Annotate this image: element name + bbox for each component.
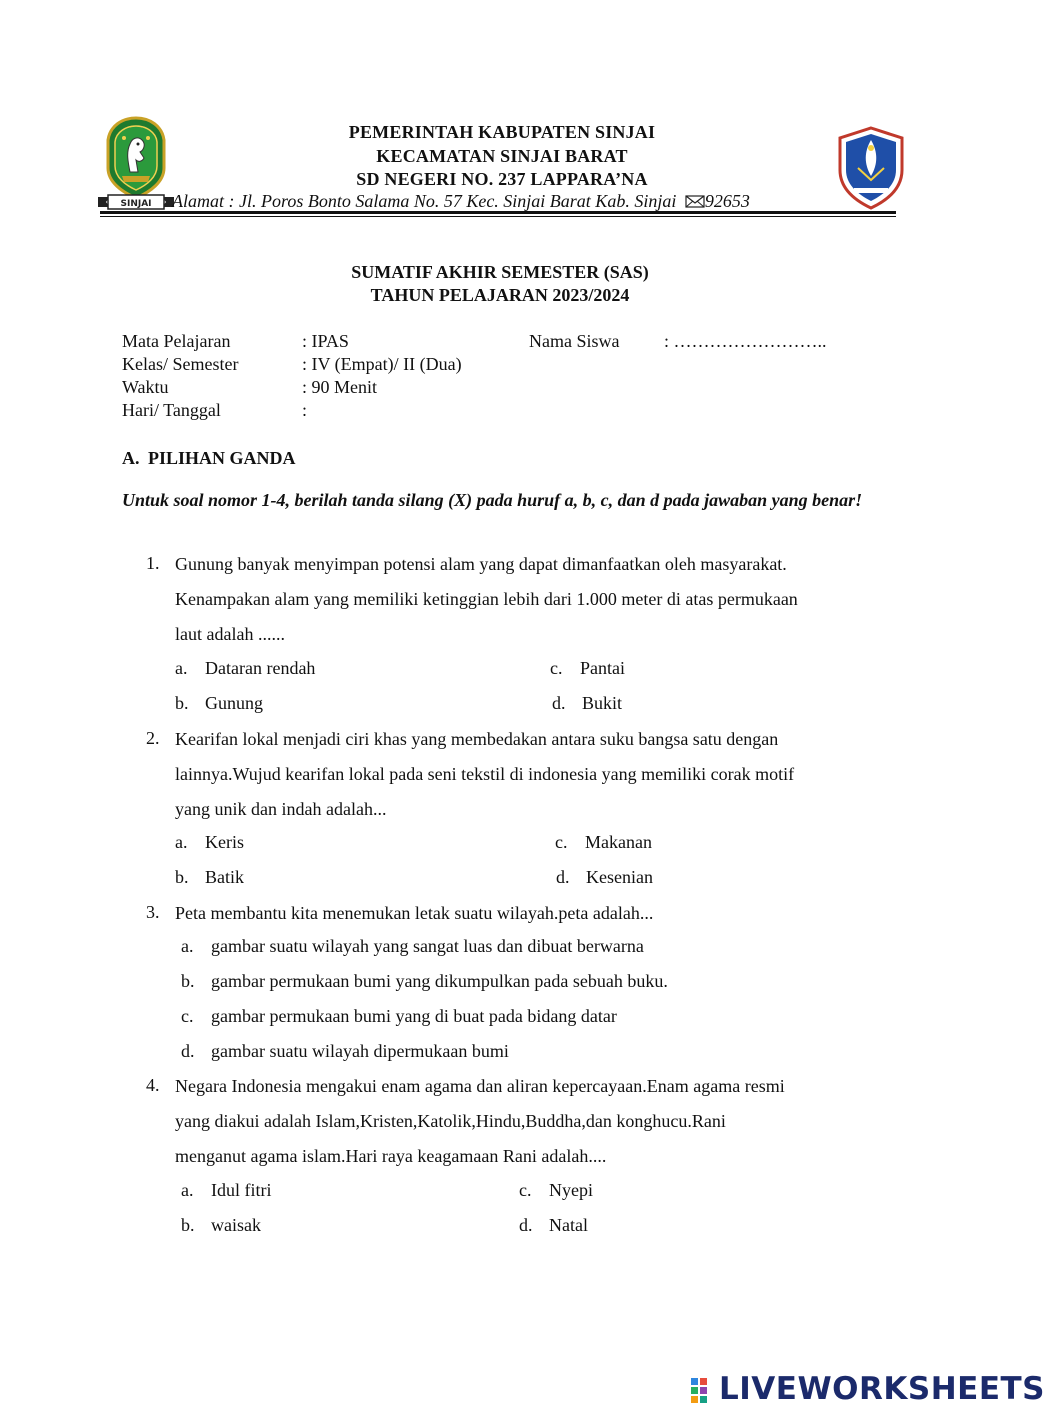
answer-option[interactable]: d. Bukit (552, 693, 623, 713)
answer-option[interactable]: d. gambar suatu wilayah dipermukaan bumi (181, 1041, 509, 1061)
answer-option[interactable]: b. Batik (175, 867, 244, 887)
instruction-text: Untuk soal nomor 1-4, berilah tanda silang (X) pada huruf a, b, c, dan d pada jawaban yang benar! (122, 490, 863, 510)
answer-option[interactable]: c. Nyepi (519, 1180, 593, 1200)
question-line: menganut agama islam.Hari raya keagamaan Rani adalah.... (175, 1146, 607, 1166)
question-text (175, 547, 880, 652)
time-label: Waktu (122, 377, 169, 397)
class-value: : IV (Empat)/ II (Dua) (302, 354, 462, 374)
letterhead-district: KECAMATAN SINJAI BARAT (376, 146, 628, 166)
letterhead-address (172, 191, 750, 212)
question-number: 4. (146, 1075, 160, 1095)
question-number: 3. (146, 902, 160, 922)
question-text (175, 896, 880, 931)
question-number: 2. (146, 728, 160, 748)
question-line: Negara Indonesia mengakui enam agama dan aliran kepercayaan.Enam agama resmi (175, 1076, 785, 1096)
answer-option[interactable]: a. gambar suatu wilayah yang sangat luas dan dibuat berwarna (181, 936, 644, 956)
class-label: Kelas/ Semester (122, 354, 239, 374)
section-number: A. (122, 448, 140, 468)
question-line: yang unik dan indah adalah... (175, 799, 387, 819)
academic-year: TAHUN PELAJARAN 2023/2024 (370, 285, 630, 305)
letterhead-rule-thin (100, 216, 896, 217)
letterhead-school: SD NEGERI NO. 237 LAPPARA’NA (356, 169, 648, 189)
answer-option[interactable]: a. Dataran rendah (175, 658, 316, 678)
ribbon-text: SINJAI (120, 199, 152, 209)
date-value[interactable]: : (302, 400, 308, 420)
letterhead-government: PEMERINTAH KABUPATEN SINJAI (348, 122, 656, 142)
answer-option[interactable]: b. gambar permukaan bumi yang dikumpulkan pada sebuah buku. (181, 971, 668, 991)
question-line: Peta membantu kita menemukan letak suatu wilayah.peta adalah... (175, 903, 654, 923)
emblem-ribbon (96, 193, 176, 211)
question-line: laut adalah ...... (175, 624, 285, 644)
question-text (175, 722, 880, 827)
address-postal-code: 92653 (704, 191, 750, 211)
question-text (175, 1069, 880, 1174)
liveworksheets-logo-icon (690, 1376, 716, 1404)
question-line: Kearifan lokal menjadi ciri khas yang membedakan antara suku bangsa satu dengan (175, 729, 779, 749)
answer-option[interactable]: c. gambar permukaan bumi yang di buat pada bidang datar (181, 1006, 617, 1026)
question-line: lainnya.Wujud kearifan lokal pada seni tekstil di indonesia yang memiliki corak motif (175, 764, 795, 784)
answer-option[interactable]: d. Kesenian (556, 867, 653, 887)
question-line: Kenampakan alam yang memiliki ketinggian lebih dari 1.000 meter di atas permukaan (175, 589, 798, 609)
answer-option[interactable]: c. Pantai (550, 658, 625, 678)
answer-option[interactable]: b. Gunung (175, 693, 263, 713)
student-name-label: Nama Siswa (529, 331, 620, 351)
question-line: Gunung banyak menyimpan potensi alam yang dapat dimanfaatkan oleh masyarakat. (175, 554, 787, 574)
subject-label: Mata Pelajaran (122, 331, 231, 351)
question-line: yang diakui adalah Islam,Kristen,Katolik,Hindu,Buddha,dan konghucu.Rani (175, 1111, 726, 1131)
subject-value: : IPAS (302, 331, 349, 351)
student-name-field[interactable]: : …………………….. (664, 331, 827, 351)
address-text: Alamat : Jl. Poros Bonto Salama No. 57 Kec. Sinjai Barat Kab. Sinjai (172, 191, 677, 211)
answer-option[interactable]: a. Keris (175, 832, 244, 852)
answer-option[interactable]: b. waisak (181, 1215, 261, 1235)
section-heading (122, 448, 296, 469)
letterhead-rule-thick (100, 211, 896, 214)
exam-title: SUMATIF AKHIR SEMESTER (SAS) (351, 262, 649, 282)
answer-option[interactable]: d. Natal (519, 1215, 588, 1235)
answer-option[interactable]: a. Idul fitri (181, 1180, 272, 1200)
question-number: 1. (146, 553, 160, 573)
envelope-icon (685, 195, 705, 208)
answer-option[interactable]: c. Makanan (555, 832, 652, 852)
liveworksheets-brand[interactable]: LIVEWORKSHEETS (719, 1371, 1045, 1407)
date-label: Hari/ Tanggal (122, 400, 221, 420)
section-title: PILIHAN GANDA (148, 448, 296, 468)
time-value: : 90 Menit (302, 377, 377, 397)
